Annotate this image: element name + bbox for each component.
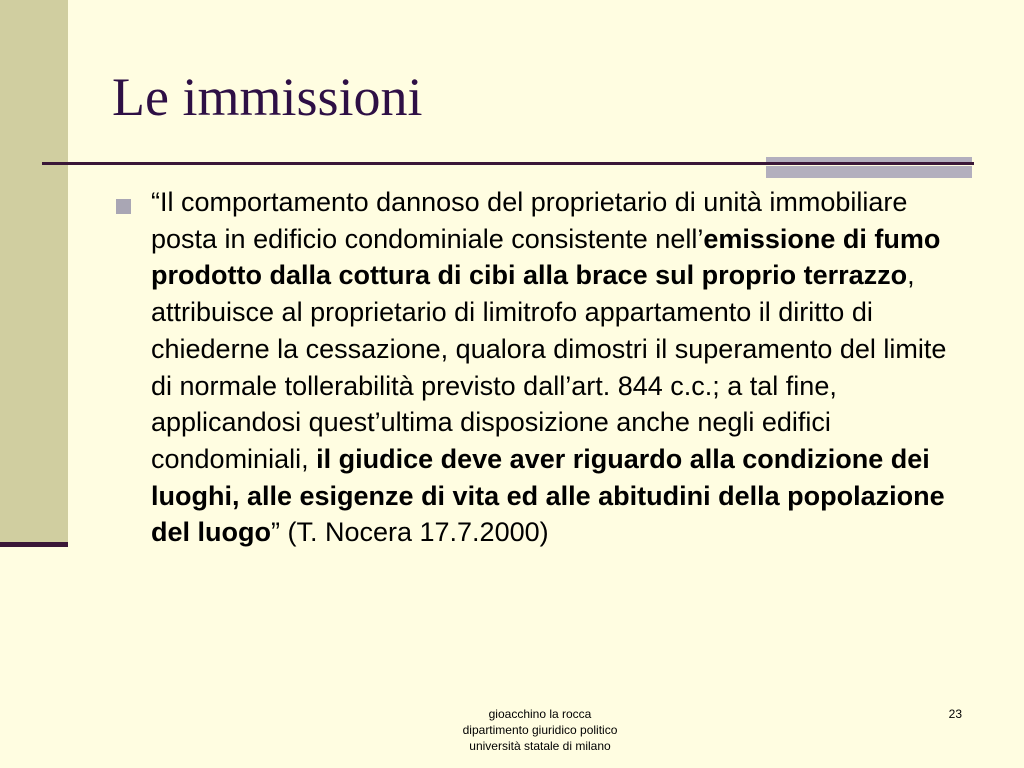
- square-bullet-icon: [116, 199, 131, 214]
- footer-department: dipartimento giuridico politico: [462, 723, 618, 737]
- side-band-foot-line: [0, 542, 68, 547]
- page-number: 23: [948, 707, 962, 721]
- slide-title: Le immissioni: [112, 67, 423, 127]
- body-segment: , attribuisce al proprietario di limitrofo appartamento il diritto di chiederne la cessazione, qualora dimostri il superamento del limite di normale tollerabilità previsto dall’art. 844 c.c.; a tal fine, applicandosi quest’ultima disposizione anche negli edifici condominiali,: [151, 260, 947, 474]
- side-band: [0, 0, 68, 542]
- title-rule-accent-bottom: [766, 166, 972, 178]
- body-segment: “Il comportamento dannoso del proprietario di unità immobiliare posta in edificio condominiale consistente nell’: [151, 187, 908, 254]
- title-rule: [42, 162, 974, 165]
- footer-credits: [420, 706, 660, 754]
- body-segment-bold: emissione di fumo prodotto dalla cottura di cibi alla brace sul proprio terrazzo: [151, 223, 941, 291]
- body-segment: ” (T. Nocera 17.7.2000): [270, 517, 549, 548]
- bullet-body-text: [151, 184, 959, 551]
- footer-author: gioacchino la rocca: [488, 707, 592, 721]
- body-segment-bold: il giudice deve aver riguardo alla condizione dei luoghi, alle esigenze di vita ed alle abitudini della popolazione del luogo: [151, 443, 945, 548]
- footer-university: università statale di milano: [469, 739, 611, 753]
